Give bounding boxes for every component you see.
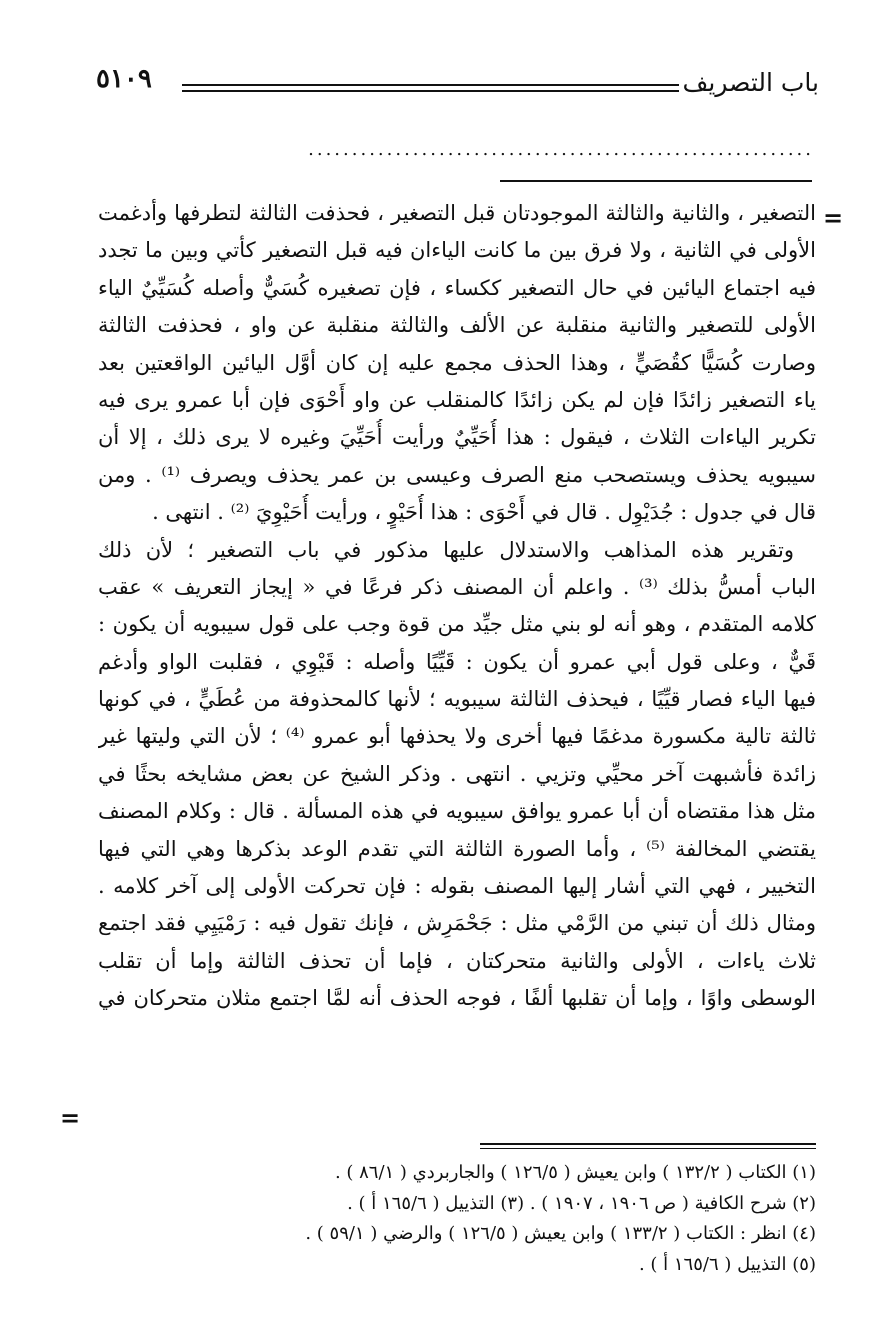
text-line: التخيير ، فهي التي أشار إليها المصنف بقوله : فإن تحركت الأولى إلى آخر كلامه . (98, 874, 816, 899)
text-line: الباب أمسُّ بذلك ⁽³⁾ . واعلم أن المصنف ذكر فرعًا في « إيجاز التعريف » عقب (98, 574, 816, 599)
text-line: الوسطى واوًا ، وإما أن تقلبها ألفًا ، فوجه الحذف أنه لمَّا اجتمع مثلان متحركان في (98, 986, 816, 1011)
section-rule (500, 180, 812, 182)
text-line: يقتضي المخالفة ⁽⁵⁾ ، وأما الصورة الثالثة التي تقدم الوعد بذكرها وهي التي فيها (98, 836, 816, 861)
main-text (98, 195, 816, 1018)
text-line: التصغير ، والثانية والثالثة الموجودتان قبل التصغير ، فحذفت الثالثة لتطرفها وأدغمت (98, 201, 816, 225)
footnotes (180, 1158, 816, 1280)
text-line: فيها الياء فصار قيِّيًا ، فيحذف الثالثة سيبويه ؛ لأنها كالمحذوفة من عُطَيٍّ ، في كونها (98, 687, 816, 712)
footnote-rule (480, 1143, 816, 1149)
text-line: قَيٌّ ، وعلى قول أبي عمرو أن يكون : قَيِّيًا وأصله : قَيْوِي ، فقلبت الواو وأدغم (98, 649, 816, 674)
text-line: زائدة فأشبهت آخر محيِّي وتزيي . انتهى . وذكر الشيخ عن بعض مشايخه بحثًا في (98, 761, 816, 786)
page-number: ٥١٠٩ (96, 64, 152, 94)
footnote-4: (٤) انظر : الكتاب ( ١٣٣/٢ ) وابن يعيش ( ١٢٦/٥ ) والرضي ( ٥٩/١ ) . (305, 1223, 816, 1244)
text-line: ياء التصغير زائدًا فإن لم يكن زائدًا كالمنقلب عن واو أَحْوَى فإن أبا عمرو يرى فيه (98, 387, 816, 412)
text-line: كلامه المتقدم ، وهو أنه لو بني مثل جيِّد من قوة وجب على قول سيبويه أن يكون : (98, 612, 816, 637)
running-header (96, 62, 819, 108)
footnote-5: (٥) التذييل ( ١٦٥/٦ أ ) . (638, 1253, 816, 1275)
continuation-mark-bottom: = (60, 1103, 81, 1132)
dotted-separator: .......................................................... (308, 143, 814, 157)
text-line: ثلاث ياءات ، الأولى والثانية متحركتان ، فإما أن تحذف الثالثة وإما أن تقلب (98, 948, 816, 973)
text-line: قال في جدول : جُدَيْوِل . قال في أَحْوَى : هذا أُحَيْوٍ ، ورأيت أُحَيْوِيَ ⁽²⁾ . انتهى . (152, 500, 816, 525)
text-line: وتقرير هذه المذاهب والاستدلال عليها مذكور في باب التصغير ؛ لأن ذلك (98, 537, 794, 562)
text-line: الأولى للتصغير والثانية منقلبة عن الألف والثالثة منقلبة عن واو ، فحذفت الثالثة (98, 313, 816, 338)
text-line: مثل هذا مقتضاه أن أبا عمرو يوافق سيبويه في هذه المسألة . قال : وكلام المصنف (98, 799, 816, 824)
text-line: فيه اجتماع اليائين في حال التصغير ككساء ، فإن تصغيره كُسَيٌّ وأصله كُسَيِّيٌ الياء (98, 275, 816, 300)
chapter-title: باب التصريف (682, 68, 819, 97)
continuation-mark-top: = (823, 203, 844, 232)
text-line: ومثال ذلك أن تبني من الرَّمْي مثل : جَحْمَرِش ، فإنك تقول فيه : رَمْيَيِي فقد اجتمع (98, 911, 816, 936)
text-line: تكرير الياءات الثلاث ، فيقول : هذا أُحَيِّيٌ ورأيت أُحَيِّيَ وغيره لا يرى ذلك ، إلا أن (98, 425, 816, 450)
text-line: سيبويه يحذف ويستصحب منع الصرف وعيسى بن عمر يحذف ويصرف ⁽¹⁾ . ومن (98, 462, 816, 487)
footnote-1: (١) الكتاب ( ١٣٢/٢ ) وابن يعيش ( ١٢٦/٥ ) والجاربردي ( ٨٦/١ ) . (334, 1162, 816, 1183)
text-line: ثالثة تالية مكسورة مدغمًا فيها أخرى ولا يحذفها أبو عمرو ⁽⁴⁾ ؛ لأن التي وليتها غير (98, 724, 816, 749)
text-line: وصارت كُسَيًّا كقُصَيٍّ ، وهذا الحذف مجمع عليه إن كان أوَّل اليائين الواقعتين بعد (98, 350, 816, 375)
text-line: الأولى في الثانية ، ولا فرق بين ما كانت الياءان فيه قبل التصغير كأتي وبين ما تجدد (98, 238, 816, 263)
footnote-2-3: (٢) شرح الكافية ( ص ١٩٠٦ ، ١٩٠٧ ) . (٣) التذييل ( ١٦٥/٦ أ ) . (347, 1192, 816, 1214)
header-rule (182, 84, 679, 92)
